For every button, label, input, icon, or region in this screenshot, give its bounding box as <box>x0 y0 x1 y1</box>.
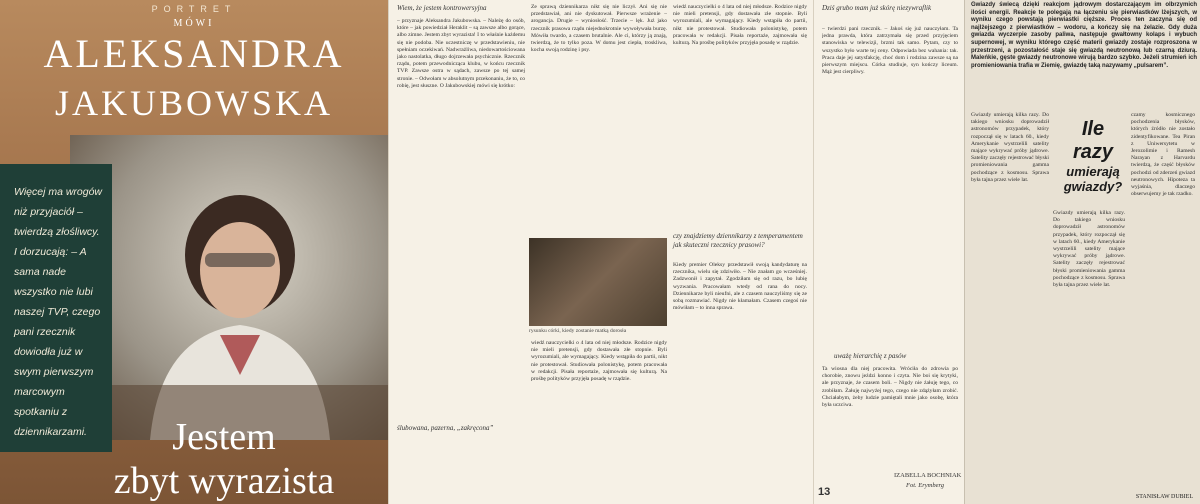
handwritten-heading-top: Wiem, że jestem kontrowersyjna <box>397 4 487 12</box>
rubric-label: PORTRET <box>151 4 237 14</box>
article-question-heading <box>1053 118 1133 202</box>
text-column-2: Ze sprawą dziennikarza nikt się nie liczył. Ani się nie przedstawiał, ani nie dyskutował. Pierwsze wrażenie – arogancja. Drugie – wyniosłość. Trzecie – lęk. Już jako rzecznik prasowa rządu niejednokrotnie wywoływała burzę. Mówiła twardo, a czasem brutalnie. Ale ci, którzy ją znają, twierdzą, że to tylko poza. W domu jest ciepła, troskliwa, kocha swoją rodzinę i psy. <box>531 4 667 54</box>
article-author: STANISŁAW DUBIEL <box>1135 494 1193 500</box>
first-name-heading: ALEKSANDRA <box>43 31 345 76</box>
sidebar-quote-box <box>0 164 112 452</box>
text-column-3: czamy kosmicznego pochodzenia błysków, których źródło nie zostało zidentyfikowane. Tea Piran z Uniwersytetu w Jerozolimie i Ramesh Narayan z Harvardu twierdzą, że część błysków pochodzi od zderzeń gwiazd neutronowych. Hipoteza ta wyjaśnia, dlaczego obserwujemy je tak rzadko. <box>1131 112 1195 198</box>
speaker-label: MÓWI <box>173 18 215 29</box>
text-column-1: – przyznaje Aleksandra Jakubowska. – Należę do osób, które – jak powiedział Heraklit – są zawsze albo gorące, albo zimne. Jestem zbyt wyrazista! I to właśnie każdemu się nie podoba. Nie uczestniczę w przedstawieniu, nie spełniam oczekiwań. Nadwrażliwa, niedowartościowana jako nastolatka, długo dojrzewała psychicznie. Rzecznik rządu, potem przewodnicząca klubu, w końcu rzecznik TVP. Zawsze ostra w sądach, zawsze po tej samej stronie. – Odwołam w absolutnym przekonaniu, że to, co robię, jest słuszne. O Jakubowskiej mówi się krótko: <box>397 18 525 89</box>
text-column-1: – twierdzi pani rzecznik. – Jakoś się już nauczyłam. Ta jedna prawda, która zatrzymała się przed przyjęciem stanowiska w telewizji, brzmi tak samo. Pytam, czy to wszystko było warte tej ceny. Odpowiada bez wahania: tak. Praca daje jej satysfakcję, choć dom i rodzina zawsze są na pierwszym miejscu. Córka studiuje, syn kończy liceum. Mąż jest cierpliwy. <box>822 26 958 76</box>
photo-credit: Fot. Erymberg <box>906 482 945 489</box>
handwritten-subheading: uważę hierarchię z pasów <box>834 352 907 360</box>
text-column-1: Gwiazdy umierają kilka razy. Do takiego wniosku doprowadził astronomów przypadek, który rozpoczął się w latach 60., kiedy Amerykanie wystrzelili satelity mające wykrywać próby jądrowe. Satelity zaczęły rejestrować błyski promieniowania gamma pochodzące z kosmosu. Sprawa była tajna przez wiele lat. <box>971 112 1049 183</box>
photo-caption: rysunku córki, kiedy zostanie matką dorosła <box>529 328 627 334</box>
lead-paragraph: Gwiazdy świecą dzięki reakcjom jądrowym dostarczającym im olbrzymich ilości energii. Reakcje te polegają na łączeniu się pierwiastków lżejszych, w wyniku czego powstają pierwiastki cięższe. Proces ten zaczyna się od najlżejszego z pierwiastków – wodoru, a kończy się na żelazie. Gdy duża gwiazda wyczerpie zasoby paliwa, następuje gwałtowny kolaps i wybuch supernowej, w wyniku którego część materii gwiazdy zostaje rozproszona w przestrzeni, a pozostałość staje się gwiazdą neutronową lub czarną dziurą. Maleńkie, gęste gwiazdy neutronowe wirują bardzo szybko. Jeżeli strumień ich promieniowania trafia w Ziemię, gwiazdę taką nazywamy „pulsarem”. <box>971 2 1197 69</box>
text-column-4: Kiedy premier Oleksy przedstawił swoją kandydaturę na rzecznika, wielu się zdziwiło. – Nie znałam go wcześniej. Zadzwonił i zapytał. Zgodziłam się od razu, bo lubię wyzwania. Pracowałam wtedy od rana do nocy. Dziennikarze byli nieufni, ale z czasem nauczyliśmy się ze sobą rozmawiać. Nigdy nie kłamałam. Czasem czegoś nie mówiłam – to inna sprawa. <box>673 262 807 312</box>
question-word-1: Ile <box>1081 118 1105 140</box>
article-page-2 <box>388 0 814 504</box>
question-word-4: gwiazdy? <box>1063 179 1123 194</box>
text-column-2b: wiedź nauczycielki o 4 lata od niej młodsze. Rodzice nigdy nie mieli pretensji, gdy dostawała złe stopnie. Byli wyrozumiali, ale wymagający. Kiedy wstąpiła do partii, nikt nie protestował. Studiowała polonistykę, potem pracowała w redakcji. Pisała reportaże, zajmowała się kulturą. Na prośbę polityków przyjęła posadę w rządzie. <box>531 340 667 383</box>
cover-page <box>0 0 388 504</box>
text-column-2: Ta wiosna dla niej pracowita. Wróciła do zdrowia po chorobie, znowu jeździ konno i czyta. Nie boi się krytyki, ale przyznaje, że czasem boli. – Nigdy nie żałuję tego, co zrobiłam. Żałuję najwyżej tego, czego nie zdążyłam zrobić. Chciałabym, żeby ludzie pamiętali mnie jako osobę, która była uczciwa. <box>822 366 958 409</box>
article-page-3 <box>813 0 965 504</box>
author-signature: IZABELLA BOCHNIAK <box>894 472 962 479</box>
headline-line-1: Jestem <box>172 416 276 458</box>
headline-line-2: zbyt wyrazista <box>113 460 335 502</box>
portrait-photo <box>70 135 388 440</box>
sidebar-quote: Więcej ma wrogów niż przyjaciół – twierdzą złośliwcy. I dorzucają: – A sama nade wszystko nie lubi naszej TVP, czego pani rzecznik dowiodła już w swym pierwszym marcowym spotkaniu z dziennikarzami. <box>14 186 103 438</box>
science-article-page <box>964 0 1200 504</box>
handwritten-heading-top: Dziś grubo mam już skórę niezywraflik <box>822 4 932 12</box>
question-word-2: razy <box>1072 141 1114 163</box>
last-name-heading: JAKUBOWSKA <box>54 83 333 123</box>
text-column-2: Gwiazdy umierają kilka razy. Do takiego wniosku doprowadził astronomów przypadek, który rozpoczął się w latach 60., kiedy Amerykanie wystrzelili satelity mające wykrywać próby jądrowe. Satelity zaczęły rejestrować błyski promieniowania gamma pochodzące z kosmosu. Sprawa była tajna przez wiele lat. <box>1053 210 1125 289</box>
question-word-3: umierają <box>1066 164 1120 179</box>
text-column-3: wiedź nauczycielki o 4 lata od niej młodsze. Rodzice nigdy nie mieli pretensji, gdy dostawała złe stopnie. Byli wyrozumiali, ale wymagający. Kiedy wstąpiła do partii, nikt nie protestował. Studiowała polonistykę, potem pracowała w redakcji. Pisała reportaże, zajmowała się kulturą. Na prośbę polityków przyjęła posadę w rządzie. <box>673 4 807 47</box>
family-photo <box>529 238 667 326</box>
handwritten-heading-right: czy znajdziemy dziennikarzy z temperamentem jak skuteczni rzecznicy prasowi? <box>673 232 803 249</box>
portrait-illustration <box>70 135 388 440</box>
handwritten-subheading: ślubowana, pazerna, „zakręcona” <box>397 424 494 432</box>
headline <box>60 415 388 503</box>
page-number: 13 <box>818 486 831 498</box>
